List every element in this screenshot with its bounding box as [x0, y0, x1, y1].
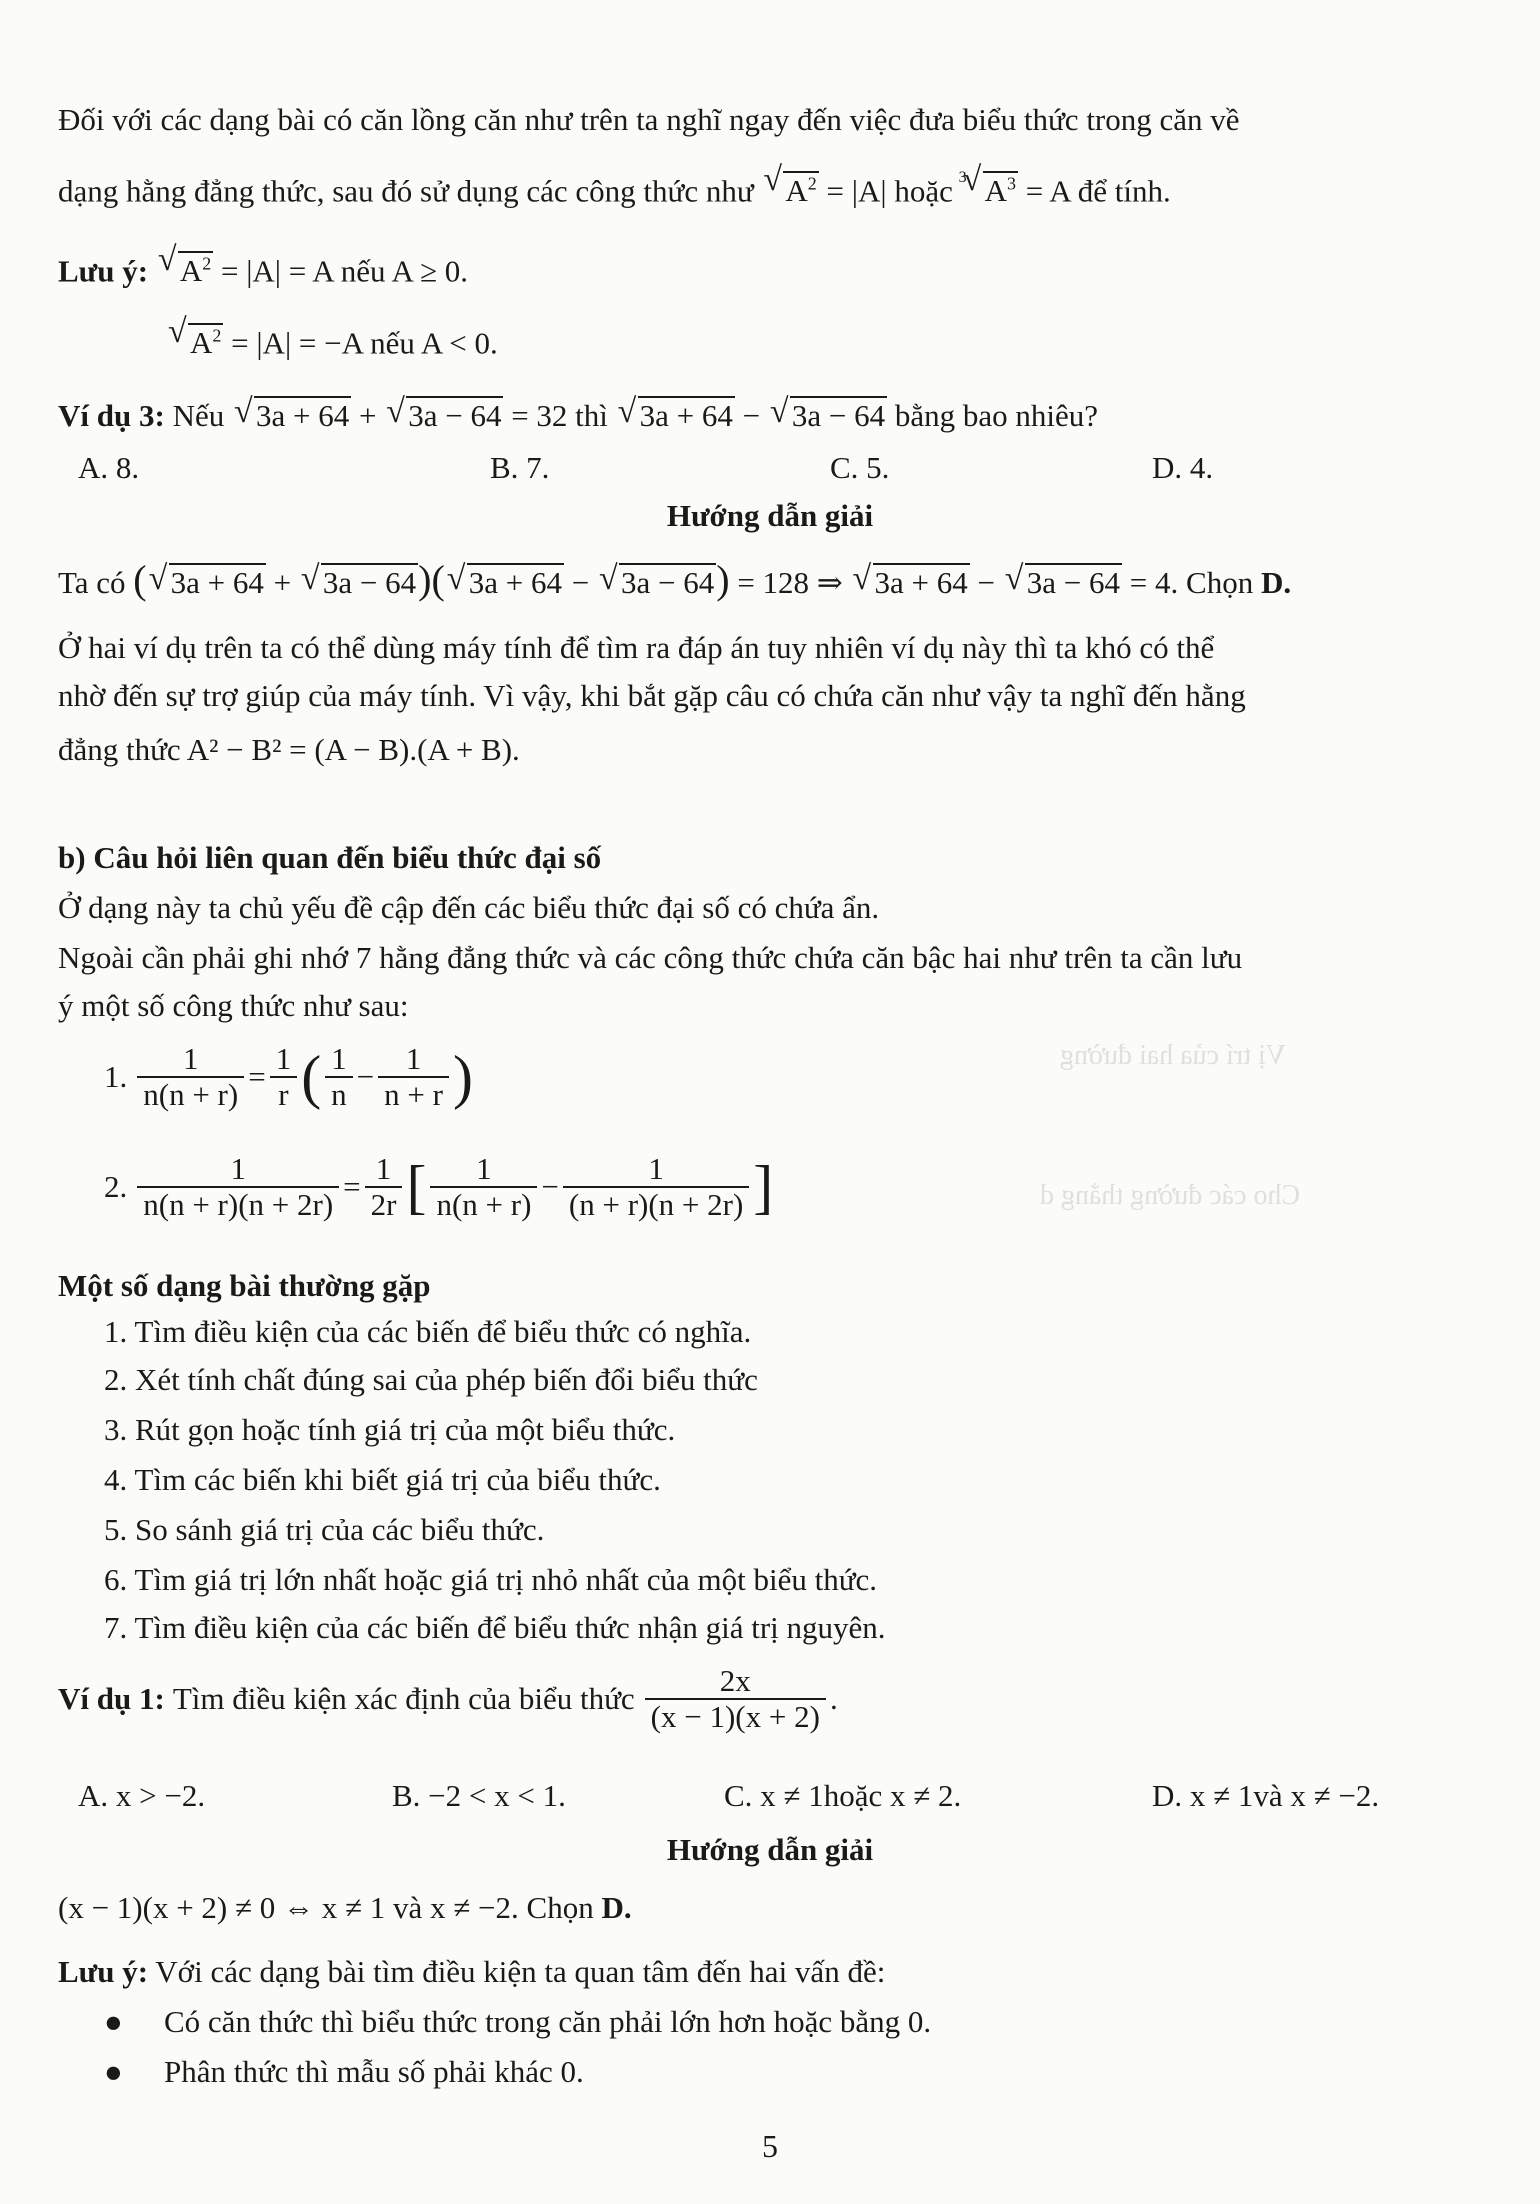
solution-1: (x − 1)(x + 2) ≠ 0 ⇔ x ≠ 1 và x ≠ −2. Chọn D. — [58, 1890, 632, 1925]
solution-3: Ta có (√ 3a + 64 + √ 3a − 64)(√ 3a + 64 − √ 3a − 64) = 128 ⇒ √ 3a + 64 − √ 3a − 64 = 4. Chọn D. — [58, 560, 1500, 603]
example-3-option-a: A. 8. — [78, 450, 140, 485]
section-b-line-3: ý một số công thức như sau: — [58, 988, 409, 1023]
bleed-through-text: Vị trí của hai đường — [1060, 1040, 1286, 1071]
bullet-icon: ● — [104, 2004, 123, 2039]
type-item-6: 6. Tìm giá trị lớn nhất hoặc giá trị nhỏ nhất của một biểu thức. — [104, 1562, 878, 1597]
example-3-option-b: B. 7. — [490, 450, 550, 485]
section-b-line-2: Ngoài cần phải ghi nhớ 7 hằng đẳng thức và các công thức chứa căn bậc hai như trên ta cần lưu — [58, 940, 1243, 975]
note-2-bullet-2: ● Phân thức thì mẫu số phải khác 0. — [104, 2052, 1500, 2092]
formula-2: 2. $\frac{1}{n(n + r)(n + 2r)}$ = $\frac{1}{2r}$ [ $\frac{1}{n(n + r)}$ − $\frac{1}{(n + r)(n + 2r)}$ ] — [104, 1151, 774, 1222]
example-1-option-b: B. −2 < x < 1. — [392, 1778, 566, 1813]
example-1-question: Ví dụ 1: Tìm điều kiện xác định của biểu thức $\frac{2x}{(x - 1)(x + 2)}$ . — [58, 1663, 838, 1734]
bleed-through-text: Cho các đường thẳng d — [1040, 1180, 1301, 1211]
common-types-heading: Một số dạng bài thường gặp — [58, 1268, 431, 1303]
example-1-option-d: D. x ≠ 1và x ≠ −2. — [1152, 1778, 1380, 1813]
type-item-5: 5. So sánh giá trị của các biểu thức. — [104, 1512, 545, 1547]
example-3-question: Ví dụ 3: Nếu √ 3a + 64 + √ 3a − 64 = 32 thì √ 3a + 64 − √ 3a − 64 bằng bao nhiêu? — [58, 396, 1500, 436]
intro-line-1: Đối với các dạng bài có căn lồng căn như trên ta nghĩ ngay đến việc đưa biểu thức trong căn về — [58, 102, 1240, 137]
example-3-option-d: D. 4. — [1152, 450, 1214, 485]
formula-1: 1. $\frac{1}{n(n + r)}$ = $\frac{1}{r}$ ( $\frac{1}{n}$ − $\frac{1}{n + r}$ ) — [104, 1041, 473, 1112]
note-2-bullet-1: ● Có căn thức thì biểu thức trong căn phải lớn hơn hoặc bằng 0. — [104, 2002, 1500, 2042]
type-item-4: 4. Tìm các biến khi biết giá trị của biểu thức. — [104, 1462, 661, 1497]
paragraph-line-3: đẳng thức A² − B² = (A − B).(A + B). — [58, 732, 520, 767]
type-item-7: 7. Tìm điều kiện của các biến để biểu thức nhận giá trị nguyên. — [104, 1610, 886, 1645]
guide-title-2: Hướng dẫn giải — [666, 1832, 874, 1867]
example-1-option-c: C. x ≠ 1hoặc x ≠ 2. — [724, 1778, 962, 1813]
type-item-2: 2. Xét tính chất đúng sai của phép biến đổi biểu thức — [104, 1362, 758, 1397]
example-1-option-a: A. x > −2. — [78, 1778, 206, 1813]
note-1-line-2: √ $A^2 = |A| = -A$ nếu A < 0. — [166, 316, 1500, 363]
cuberoot-a3: √ 3 $A^3$ — [963, 164, 1018, 211]
bullet-icon: ● — [104, 2054, 123, 2089]
page-number: 5 — [762, 2128, 778, 2164]
section-b-line-1: Ở dạng này ta chủ yếu đề cập đến các biểu thức đại số có chứa ẩn. — [58, 890, 880, 925]
paragraph-line-1: Ở hai ví dụ trên ta có thể dùng máy tính để tìm ra đáp án tuy nhiên ví dụ này thì ta khó có thể — [58, 630, 1215, 665]
type-item-1: 1. Tìm điều kiện của các biến để biểu thức có nghĩa. — [104, 1314, 752, 1349]
guide-title: Hướng dẫn giải — [666, 498, 874, 533]
example-3-option-c: C. 5. — [830, 450, 890, 485]
paragraph-line-2: nhờ đến sự trợ giúp của máy tính. Vì vậy, khi bắt gặp câu có chứa căn như vậy ta nghĩ đến hằng — [58, 678, 1246, 713]
intro-line-2: dạng hằng đẳng thức, sau đó sử dụng các công thức như √ $A^2 = |A|$ hoặc √ 3 $A^3 = A$ để tính. — [58, 164, 1500, 211]
note-2: Lưu ý: Với các dạng bài tìm điều kiện ta quan tâm đến hai vấn đề: — [58, 1954, 886, 1989]
type-item-3: 3. Rút gọn hoặc tính giá trị của một biểu thức. — [104, 1412, 676, 1447]
note-1-line-1: Lưu ý: √ $A^2 = |A| = A$ nếu A ≥ 0. — [58, 244, 1500, 291]
sqrt-a2: √ $A^2$ — [763, 164, 818, 211]
section-b-heading: b) Câu hỏi liên quan đến biểu thức đại số — [58, 840, 602, 875]
